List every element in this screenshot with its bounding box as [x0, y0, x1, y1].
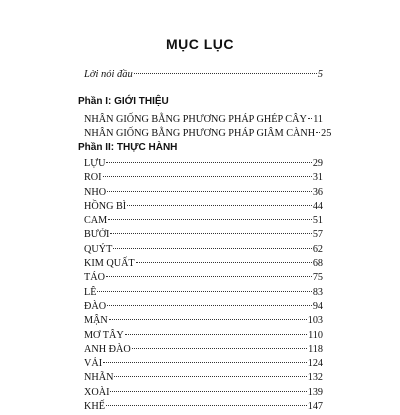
- toc-entry[interactable]: [84, 387, 323, 401]
- toc-entry[interactable]: [84, 358, 323, 372]
- toc-entry-label: MẬN: [84, 315, 108, 327]
- toc-entry-label: KIM QUẤT: [84, 258, 135, 270]
- toc-entry-page: 68: [312, 258, 323, 270]
- toc-entry-page: 132: [307, 372, 323, 384]
- dot-leader: [103, 362, 307, 363]
- toc-entry[interactable]: [84, 229, 323, 243]
- toc-entry[interactable]: [84, 244, 323, 258]
- toc-entry[interactable]: [84, 114, 323, 128]
- toc-entry-label: HỒNG BÌ: [84, 200, 127, 212]
- toc-entry-label: VẢI: [84, 358, 103, 370]
- toc-entry[interactable]: [84, 187, 323, 201]
- toc-entry-page: 25: [321, 128, 332, 139]
- dot-leader: [125, 334, 307, 335]
- toc-entry[interactable]: [84, 372, 323, 386]
- toc-entry[interactable]: [84, 344, 323, 358]
- dot-leader: [108, 219, 312, 220]
- toc-title: MỤC LỤC: [165, 36, 235, 52]
- toc-entry-label: Lời nói đầu: [84, 69, 133, 80]
- dot-leader: [106, 405, 307, 406]
- toc-entry[interactable]: [84, 330, 323, 344]
- dot-leader: [134, 73, 317, 74]
- toc-entry-label: ANH ĐÀO: [84, 343, 131, 355]
- dot-leader: [107, 191, 312, 192]
- toc-entry[interactable]: [84, 272, 323, 286]
- dot-leader: [127, 205, 312, 206]
- dot-leader: [110, 391, 306, 392]
- dot-leader: [114, 376, 306, 377]
- toc-entry[interactable]: [84, 128, 332, 142]
- toc-entry-page: 57: [312, 229, 323, 241]
- toc-entry-label: QUÝT: [84, 243, 113, 255]
- dot-leader: [103, 176, 312, 177]
- toc-entry-page: 147: [307, 401, 323, 413]
- toc-entry[interactable]: [84, 258, 323, 272]
- section-heading-part2: Phần II: THỰC HÀNH: [78, 142, 178, 153]
- toc-entry[interactable]: [84, 315, 323, 329]
- toc-entry-page: 75: [312, 272, 323, 284]
- dot-leader: [113, 248, 312, 249]
- toc-entry-page: 118: [308, 343, 323, 355]
- toc-entry-page: 124: [307, 358, 323, 370]
- toc-entry-label: LỰU: [84, 158, 106, 169]
- toc-entry-page: 103: [307, 315, 323, 327]
- toc-entry[interactable]: [84, 401, 323, 415]
- toc-list-part1: [84, 114, 332, 142]
- dot-leader: [308, 118, 312, 119]
- toc-entry[interactable]: [84, 172, 323, 186]
- toc-entry[interactable]: [84, 201, 323, 215]
- toc-entry-page: 11: [313, 114, 323, 125]
- toc-entry[interactable]: [84, 158, 323, 172]
- dot-leader: [316, 132, 320, 133]
- dot-leader: [109, 319, 307, 320]
- dot-leader: [97, 291, 311, 292]
- toc-entry-label: NHÂN GIỐNG BẰNG PHƯƠNG PHÁP GHÉP CÂY: [84, 114, 307, 125]
- toc-entry-label: NHÃN: [84, 372, 114, 384]
- toc-entry-page: 51: [312, 215, 323, 227]
- toc-entry[interactable]: [84, 301, 323, 315]
- toc-entry-label: ROI: [84, 172, 102, 184]
- toc-entry-label: CAM: [84, 215, 108, 227]
- toc-entry-page: 31: [312, 172, 323, 184]
- toc-entry-page: 83: [312, 286, 323, 298]
- toc-list-part2: [84, 158, 323, 415]
- toc-entry-label: ĐÀO: [84, 300, 107, 312]
- toc-entry-label: MƠ TÂY: [84, 329, 124, 341]
- toc-entry[interactable]: [84, 215, 323, 229]
- toc-entry-intro[interactable]: [84, 69, 323, 82]
- toc-entry[interactable]: [84, 287, 323, 301]
- toc-entry-page: 139: [307, 386, 323, 398]
- toc-entry-page: 36: [312, 186, 323, 198]
- toc-entry-page: 5: [317, 69, 323, 80]
- toc-entry-label: NHÂN GIỐNG BẰNG PHƯƠNG PHÁP GIÂM CÀNH: [84, 128, 316, 139]
- toc-entry-label: XOÀI: [84, 386, 110, 398]
- dot-leader: [107, 305, 312, 306]
- dot-leader: [110, 233, 311, 234]
- section-heading-part1: Phần I: GIỚI THIỆU: [78, 96, 169, 107]
- dot-leader: [106, 276, 312, 277]
- toc-entry-page: 94: [312, 300, 323, 312]
- toc-entry-page: 62: [312, 243, 323, 255]
- toc-entry-page: 44: [312, 200, 323, 212]
- dot-leader: [136, 262, 312, 263]
- toc-entry-label: BƯỞI: [84, 229, 110, 241]
- toc-entry-label: NHO: [84, 186, 107, 198]
- dot-leader: [106, 162, 311, 163]
- toc-entry-page: 110: [308, 329, 323, 341]
- toc-entry-label: KHẾ: [84, 401, 105, 413]
- toc-entry-label: LÊ: [84, 286, 97, 298]
- toc-entry-label: TÁO: [84, 272, 105, 284]
- dot-leader: [132, 348, 307, 349]
- toc-entry-page: 29: [312, 158, 323, 169]
